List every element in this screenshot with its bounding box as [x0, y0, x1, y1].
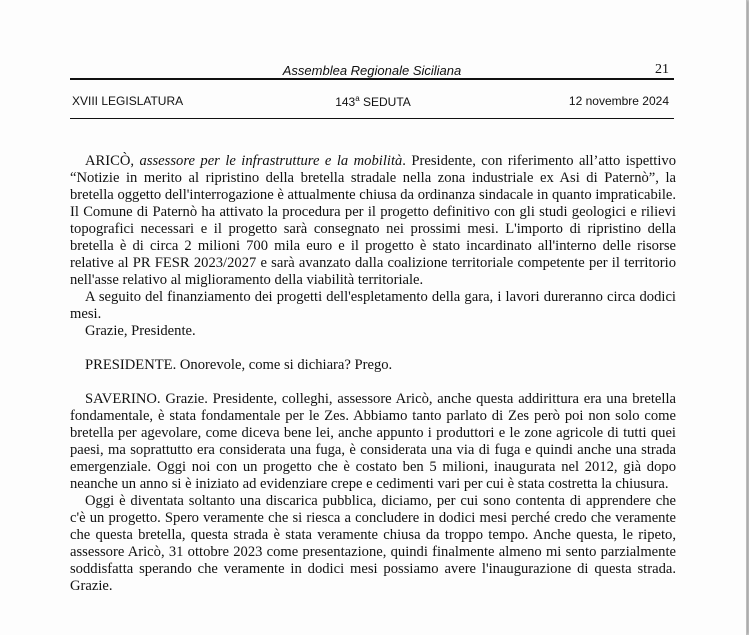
- paragraph-text: . Presidente, con riferimento all’atto ispettivo “Notizie in merito al ripristino della bretella stradale nella zona industriale ex Asi di Paternò”, la bretella oggetto dell'interrogazione è attualmente chiusa da ordinanza sindacale in quanto impraticabile. Il Comune di Paternò ha attivato la procedura per il progetto definitivo con gli studi geologici e rilievi topografici necessari e il progetto sarà consegnato nei prossimi mesi. L'importo di ripristino della bretella è di circa 2 milioni 700 mila euro e il progetto è stato incardinato all'interno delle risorse relative al PR FESR 2023/2027 e sarà avanzato dalla coalizione territoriale competente per il territorio nell'asse relativo al miglioramento della viabilità territoriale.: [70, 153, 677, 288]
- session-ordinal: a: [355, 94, 360, 103]
- document-body: [70, 153, 676, 595]
- header-title: Assemblea Regionale Siciliana: [282, 63, 462, 78]
- session-number: 143: [335, 95, 356, 109]
- paragraph-saverino-reply: Oggi è diventata soltanto una discarica pubblica, diciamo, per cui sono contenta di apprendere che c'è un progetto. Spero veramente che si riesca a concludere in dodici mesi perché credo che veramente che questa bretella, questa strada è stata veramente chiusa da troppo tempo. Anche questa, le ripeto, assessore Aricò, 31 ottobre 2023 come presentazione, quindi finalmente almeno mi sento parzialmente soddisfatta sperando che veramente in dodici mesi possiamo avere l'inaugurazione di questa strada. Grazie.: [70, 493, 676, 594]
- legislature-label: XVIII LEGISLATURA: [72, 94, 184, 108]
- header-rule: [70, 78, 674, 80]
- paragraph-timeline: A seguito del finanziamento dei progetti dell'espletamento della gara, i lavori dureranno circa dodici mesi.: [70, 289, 676, 322]
- speaker-role: assessore per le infrastrutture e la mobilità: [139, 153, 403, 169]
- speaker-name: ARICÒ,: [85, 153, 140, 169]
- paragraph-thanks: Grazie, Presidente.: [85, 323, 196, 339]
- paragraph-saverino: SAVERINO. Grazie. Presidente, colleghi, assessore Aricò, anche questa addirittura era una bretella fondamentale, è stata fondamentale per le Zes. Abbiamo tanto parlato di Zes però poi non solo come bretella per agevolare, come diceva bene lei, anche appunto i produttori e le zone agricole di tutti quei paesi, ma soprattutto era considerata una fuga, è considerata una via di fuga e quindi anche una strada emergenziale. Oggi noi con un progetto che è costato ben 5 milioni, inaugurata nel 2012, già dopo neanche un anno si è iniziato ad evidenziare crepe e cedimenti vari per cui è stata costretta la chiusura.: [70, 391, 676, 492]
- paragraph-arico: [70, 153, 676, 289]
- subheader-rule: [70, 118, 674, 119]
- paragraph-presidente: PRESIDENTE. Onorevole, come si dichiara? Prego.: [85, 357, 393, 373]
- page-number: 21: [655, 62, 669, 77]
- session-date: 12 novembre 2024: [568, 94, 669, 108]
- session-text: SEDUTA: [359, 95, 411, 109]
